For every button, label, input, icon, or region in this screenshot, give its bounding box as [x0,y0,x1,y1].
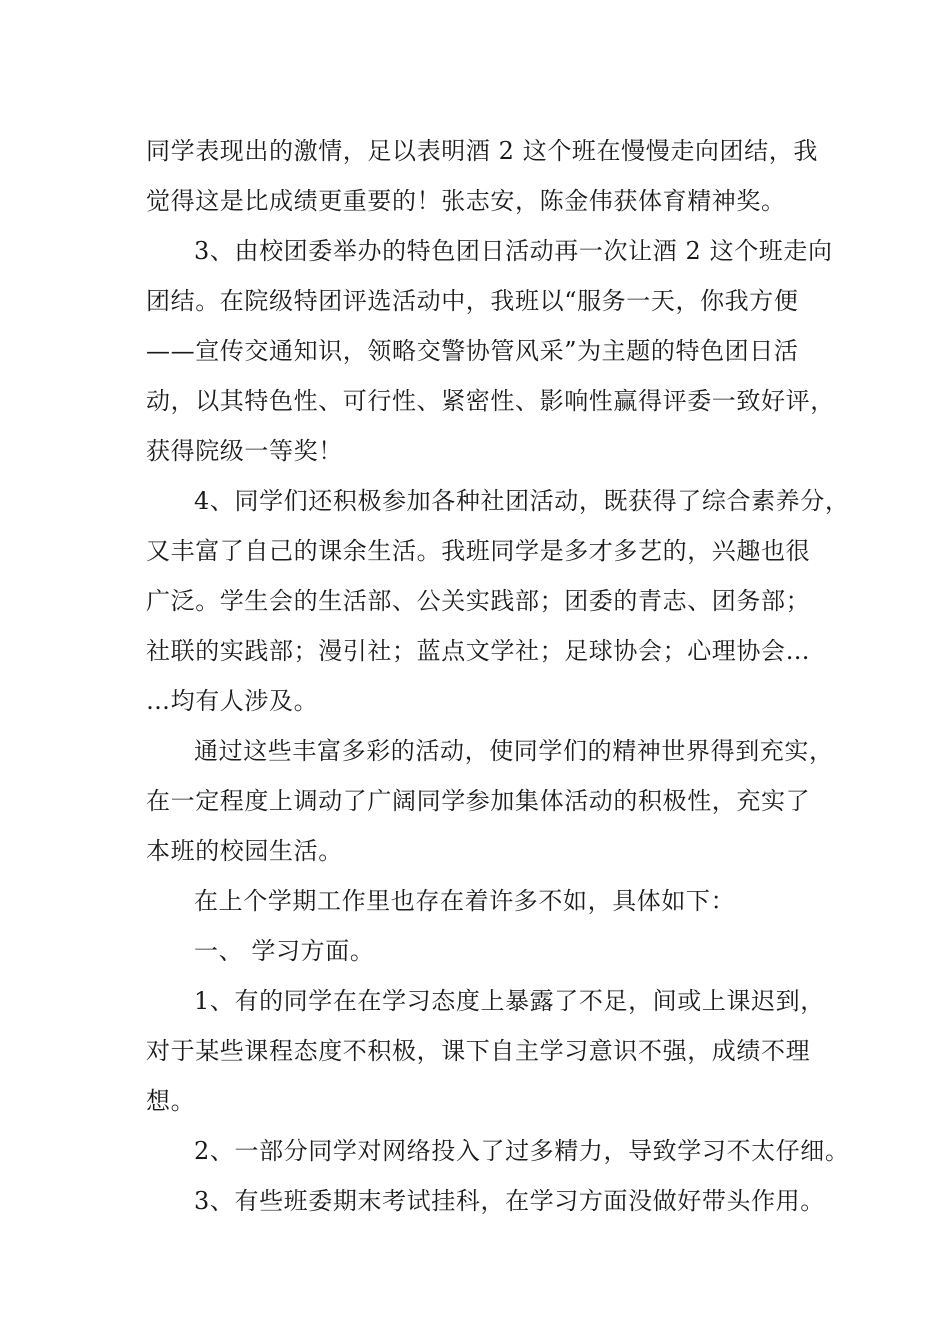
section-heading: 一、 学习方面。 [194,937,375,965]
text-line: 同学表现出的激情，足以表明酒 2 这个班在慢慢走向团结，我 [146,137,818,165]
text-line: 团结。在院级特团评选活动中，我班以“服务一天，你我方便 [146,287,799,315]
text-line: …均有人涉及。 [146,687,319,715]
text-line: 1、有的同学在在学习态度上暴露了不足，间或上课迟到， [194,987,825,1015]
text-line: 3、由校团委举办的特色团日活动再一次让酒 2 这个班走向 [194,237,833,265]
text-line: ——宣传交通知识，领略交警协管风采”为主题的特色团日活 [146,337,799,365]
text-line: 在上个学期工作里也存在着许多不如，具体如下： [194,887,736,915]
text-line: 3、有些班委期末考试挂科，在学习方面没做好带头作用。 [194,1187,825,1215]
text-line: 对于某些课程态度不积极，课下自主学习意识不强，成绩不理 [146,1037,811,1065]
text-line: 获得院级一等奖！ [146,437,343,465]
text-line: 动，以其特色性、可行性、紧密性、影响性赢得评委一致好评， [146,387,835,415]
text-line: 本班的校园生活。 [146,837,343,865]
text-line: 又丰富了自己的课余生活。我班同学是多才多艺的，兴趣也很 [146,537,811,565]
text-line: 觉得这是比成绩更重要的！张志安，陈金伟获体育精神奖。 [146,187,786,215]
text-line: 在一定程度上调动了广阔同学参加集体活动的积极性，充实了 [146,787,811,815]
text-line: 4、同学们还积极参加各种社团活动，既获得了综合素养分， [194,487,850,515]
text-line: 社联的实践部；漫引社；蓝点文学社；足球协会；心理协会… [146,637,811,665]
text-line: 想。 [146,1087,196,1115]
text-line: 通过这些丰富多彩的活动，使同学们的精神世界得到充实， [194,737,834,765]
text-line: 广泛。学生会的生活部、公关实践部；团委的青志、团务部； [146,587,811,615]
text-line: 2、一部分同学对网络投入了过多精力，导致学习不太仔细。 [194,1137,850,1165]
